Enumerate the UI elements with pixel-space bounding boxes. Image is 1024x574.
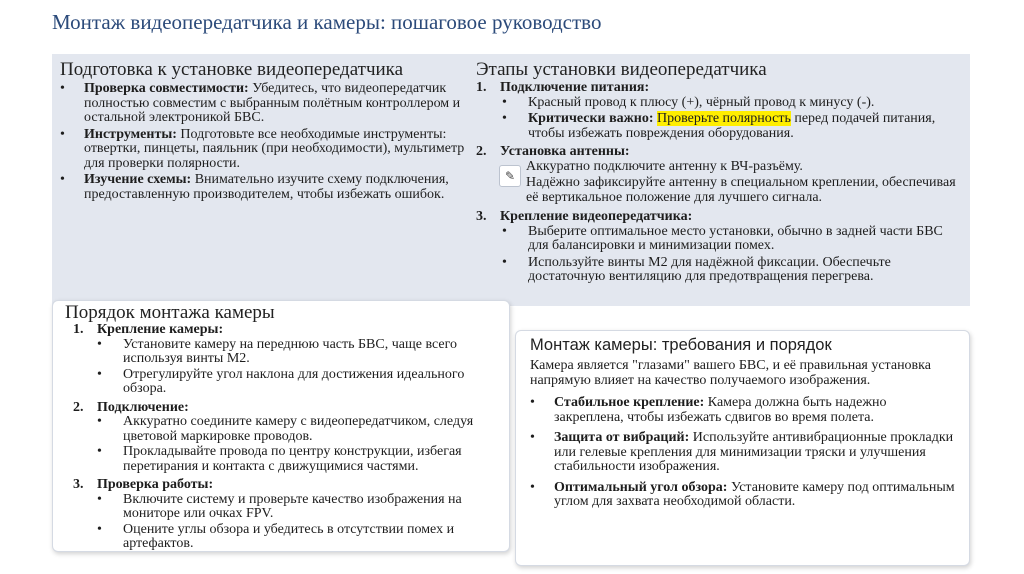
camera-2-bullet-1: • Аккуратно соедините камеру с видеопередатчиком, следуя цветовой маркировке проводов. <box>97 415 501 444</box>
stages-section <box>476 60 960 285</box>
stage-2-line-2: Надёжно зафиксируйте антенну в специальном креплении, обеспечивая её вертикальное положение для лучшего сигнала. <box>526 175 956 205</box>
prep-item-scheme <box>60 173 480 202</box>
camera-order-heading: Порядок монтажа камеры <box>65 302 275 323</box>
edit-icon[interactable]: ✎ <box>499 165 521 187</box>
camera-step-1: 1. Крепление камеры: <box>73 322 224 337</box>
stage-step-2: 2. Установка антенны: <box>476 144 630 159</box>
camera-order-panel <box>52 300 510 552</box>
prep-heading: Подготовка к установке видеопередатчика <box>60 59 404 80</box>
prep-section <box>60 60 480 202</box>
stage-1-bullet-2: • Критически важно: Проверьте полярность перед подачей питания, чтобы избежать повреждения оборудования. <box>502 112 960 141</box>
camera-req-item-vibration: • Защита от вибраций: Используйте антивибрационные прокладки или гелевые крепления для минимизации тряски и улучшения стабильности изображения. <box>530 431 956 475</box>
camera-2-bullet-2: • Прокладывайте провода по центру конструкции, избегая перетирания и контакта с движущимися частями. <box>97 445 501 474</box>
prep-item-text: Подготовьте все необходимые инструменты: отвертки, пинцеты, паяльник (при необходимости), мультиметр для проверки полярности. <box>84 126 465 171</box>
camera-req-panel <box>515 330 970 566</box>
prep-item-text: Внимательно изучите схему подключения, предоставленную производителем, чтобы избежать ошибок. <box>84 172 449 202</box>
camera-req-item-mount: • Стабильное крепление: Камера должна быть надежно закреплена, чтобы избежать сдвигов во время полета. <box>530 396 956 425</box>
prep-item-label: Инструменты: <box>84 126 177 142</box>
camera-step-3: 3. Проверка работы: <box>73 477 214 492</box>
prep-item-label: Изучение схемы: <box>84 172 192 187</box>
stage-3-bullet-2: • Используйте винты М2 для надёжной фиксации. Обеспечьте достаточную вентиляцию для предотвращения перегрева. <box>502 256 960 285</box>
stage-2-line-1: Аккуратно подключите антенну к ВЧ-разъёму. <box>526 158 803 174</box>
camera-3-bullet-2: • Оцените углы обзора и убедитесь в отсутствии помех и артефактов. <box>97 523 501 552</box>
camera-req-intro: Камера является "глазами" вашего БВС, и её правильная установка напрямую влияет на качество получаемого изображения. <box>530 358 931 388</box>
prep-item-label: Проверка совместимости: <box>84 81 249 96</box>
prep-item-tools <box>60 128 480 172</box>
stage-3-bullet-1: • Выберите оптимальное место установки, обычно в задней части БВС для балансировки и минимизации помех. <box>502 225 960 254</box>
stage-step-3: 3. Крепление видеопередатчика: <box>476 209 693 224</box>
camera-1-bullet-1: • Установите камеру на переднюю часть БВС, чаще всего используя винты М2. <box>97 338 501 367</box>
camera-step-2: 2. Подключение: <box>73 399 189 415</box>
prep-item-compatibility <box>60 82 480 126</box>
camera-req-item-angle: • Оптимальный угол обзора: Установите камеру под оптимальным углом для захвата необходимой области. <box>530 481 956 510</box>
stage-1-bullet-1: • Красный провод к плюсу (+), чёрный провод к минусу (-). <box>502 96 960 111</box>
prep-item-text: Убедитесь, что видеопередатчик полностью совместим с выбранным полётным контроллером и остальной электроникой БВС. <box>84 81 461 125</box>
camera-3-bullet-1: • Включите систему и проверьте качество изображения на мониторе или очках FPV. <box>97 493 501 522</box>
stages-heading: Этапы установки видеопередатчика <box>476 59 767 80</box>
polarity-highlight: Проверьте полярность <box>657 111 791 126</box>
stage-step-1: 1. Подключение питания: <box>476 80 650 95</box>
page-title: Монтаж видеопередатчика и камеры: пошаговое руководство <box>52 10 602 34</box>
camera-req-heading: Монтаж камеры: требования и порядок <box>530 336 832 354</box>
camera-1-bullet-2: • Отрегулируйте угол наклона для достижения идеального обзора. <box>97 368 501 397</box>
